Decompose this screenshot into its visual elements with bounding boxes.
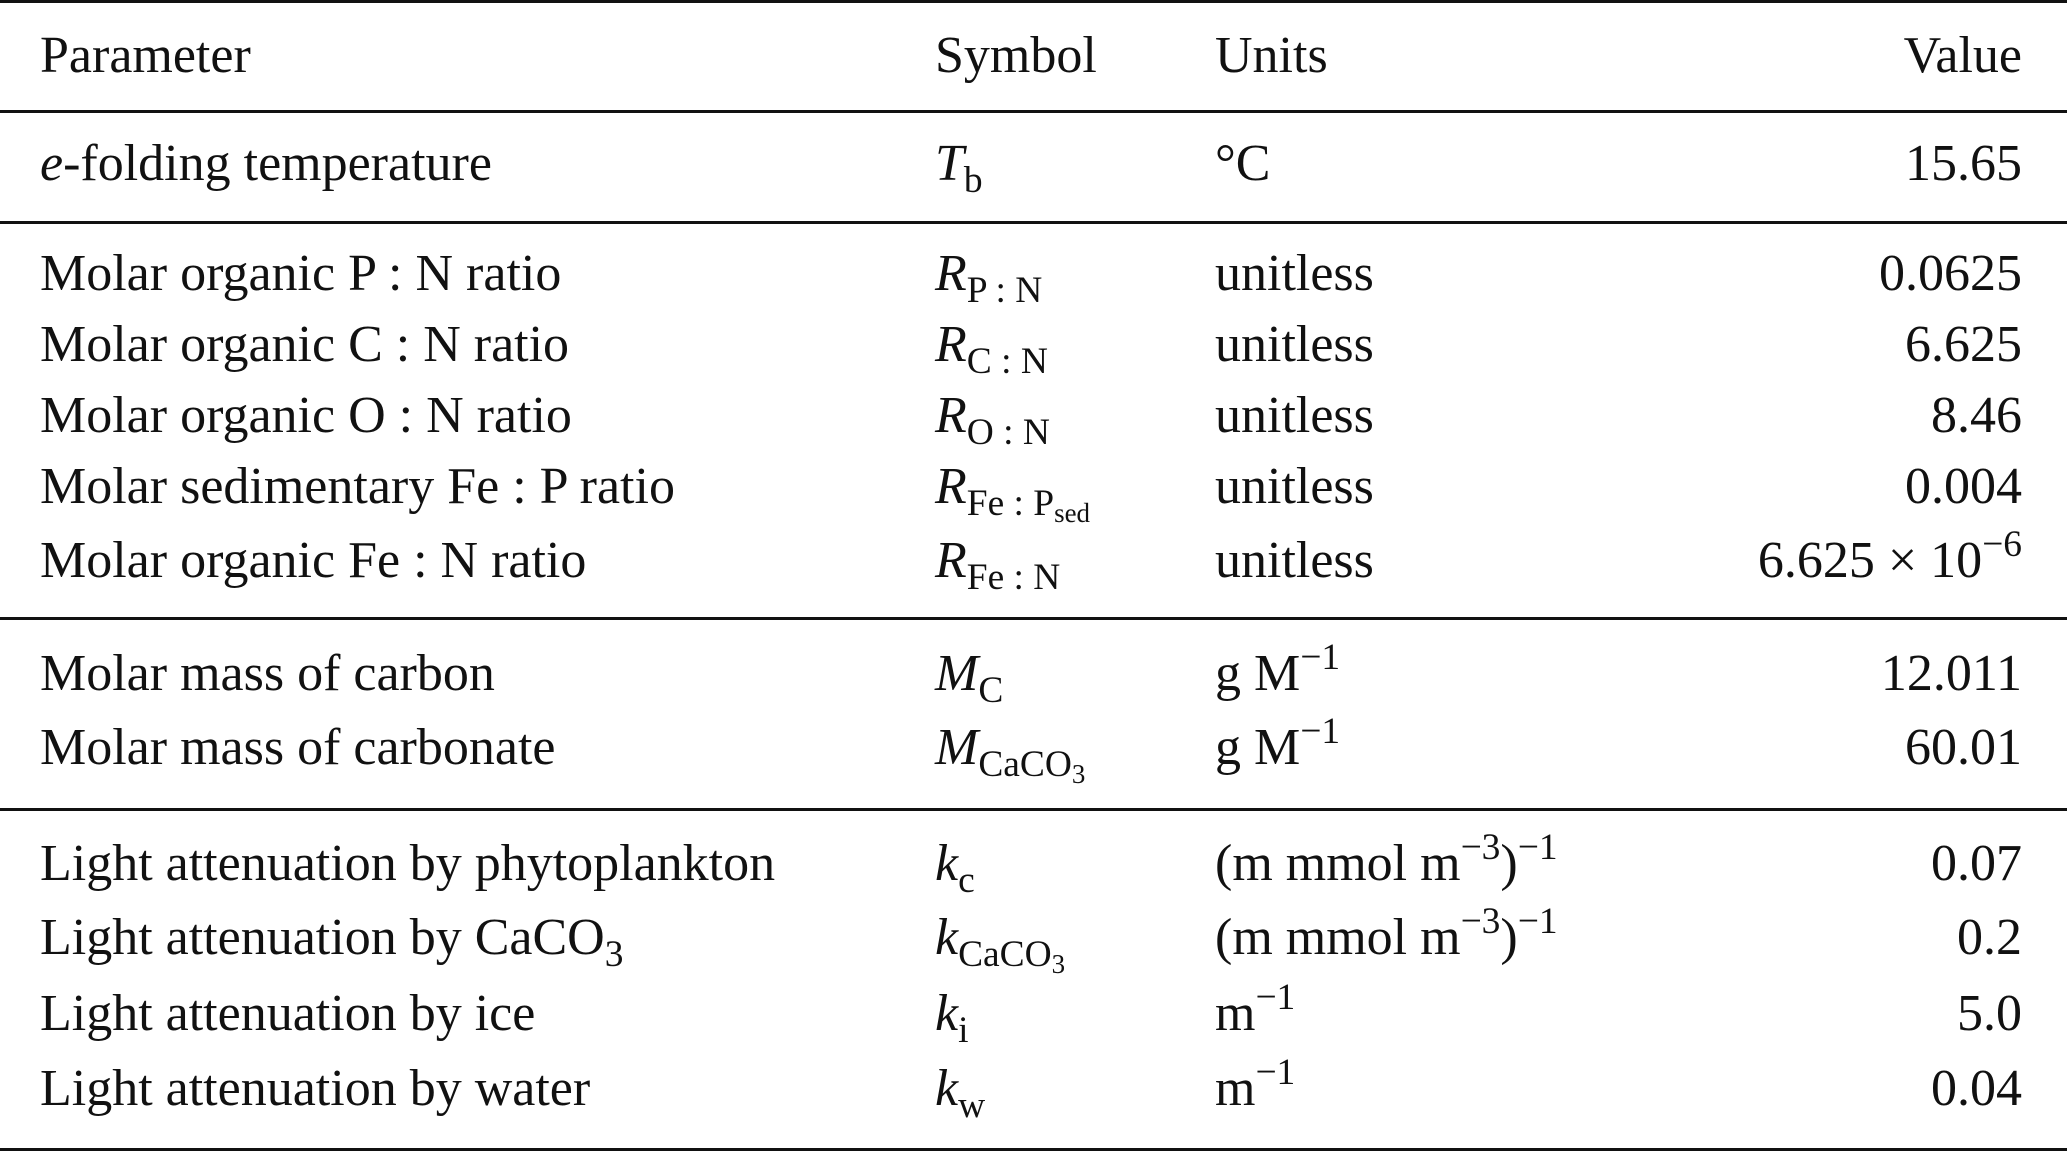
table-row-units: unitless — [1215, 316, 1374, 373]
header-parameter: Parameter — [40, 27, 251, 84]
table-row-value: 12.011 — [1880, 645, 2022, 702]
header-value: Value — [1903, 27, 2022, 84]
header-units: Units — [1215, 27, 1328, 84]
table-row-symbol: $R_{O : N}$ — [935, 387, 1050, 453]
table-row-parameter: Molar mass of carbon — [40, 645, 495, 702]
table-row-parameter: Molar organic C : N ratio — [40, 316, 570, 373]
table-row-units: (m mmol $m^{-3})^{-1}$ — [1215, 901, 1558, 966]
table-row-symbol: $k_c$ — [935, 835, 975, 901]
table-row-parameter: Molar sedimentary Fe : P ratio — [40, 458, 675, 515]
table-row-value: 0.07 — [1931, 835, 2022, 892]
table-row-symbol: $R_{Fe : N}$ — [935, 532, 1061, 598]
table-row-symbol: $M_{CaCO3}$ — [935, 719, 1086, 789]
header-rule — [0, 110, 2067, 113]
table-row-parameter: Molar organic Fe : N ratio — [40, 532, 587, 589]
table-row-symbol: $k_w$ — [935, 1060, 986, 1126]
table-row-value: 0.0625 — [1879, 245, 2022, 302]
table-row-value: 8.46 — [1931, 387, 2022, 444]
table-row-parameter: e-folding temperature — [40, 135, 492, 192]
table-row-value: 6.625 — [1905, 316, 2022, 373]
table-row-units: $m^{-1}$ — [1215, 977, 1296, 1042]
table-row-symbol: $R_{C : N}$ — [935, 316, 1048, 382]
table-row-parameter: Light attenuation by ice — [40, 985, 536, 1042]
table-row-units: g $M^{-1}$ — [1215, 637, 1341, 702]
table-row-parameter: Molar organic O : N ratio — [40, 387, 572, 444]
table-row-units: unitless — [1215, 387, 1374, 444]
table-row-symbol: $k_i$ — [935, 985, 969, 1051]
table-row-symbol: $k_{CaCO3}$ — [935, 909, 1066, 979]
table-row-units: unitless — [1215, 532, 1374, 589]
top-rule — [0, 0, 2067, 3]
table-row-symbol: $M_C$ — [935, 645, 1004, 711]
table-row-value: 0.004 — [1905, 458, 2022, 515]
table-row-units: °C — [1215, 135, 1271, 192]
table-row-parameter: Light attenuation by phytoplankton — [40, 835, 776, 892]
table-row-units: (m mmol $m^{-3})^{-1}$ — [1215, 827, 1558, 892]
group-rule-2 — [0, 617, 2067, 620]
group-rule-1 — [0, 221, 2067, 224]
table-row-value: 15.65 — [1905, 135, 2022, 192]
table-row-parameter: Molar mass of carbonate — [40, 719, 556, 776]
table-row-value: 5.0 — [1957, 985, 2022, 1042]
table-row-value: $6.625 \times 10^{-6}$ — [1757, 524, 2022, 589]
table-row-symbol: $R_{P : N}$ — [935, 245, 1043, 311]
parameter-italic: e — [40, 135, 64, 192]
table-row-parameter: Light attenuation by CaCO$_3$ — [40, 909, 624, 975]
bottom-rule — [0, 1148, 2067, 1151]
table-row-symbol: $T_b$ — [935, 135, 983, 201]
table-row-units: $m^{-1}$ — [1215, 1052, 1296, 1117]
table-row-symbol: $R_{Fe : Psed}$ — [935, 458, 1091, 528]
table-row-value: 0.2 — [1957, 909, 2022, 966]
table-row-units: unitless — [1215, 245, 1374, 302]
table-row-parameter: Molar organic P : N ratio — [40, 245, 562, 302]
table-row-value: 60.01 — [1905, 719, 2022, 776]
header-symbol: Symbol — [935, 27, 1097, 84]
table-row-units: unitless — [1215, 458, 1374, 515]
table-row-value: 0.04 — [1931, 1060, 2022, 1117]
table-row-parameter: Light attenuation by water — [40, 1060, 591, 1117]
group-rule-3 — [0, 808, 2067, 811]
table-row-units: g $M^{-1}$ — [1215, 711, 1341, 776]
